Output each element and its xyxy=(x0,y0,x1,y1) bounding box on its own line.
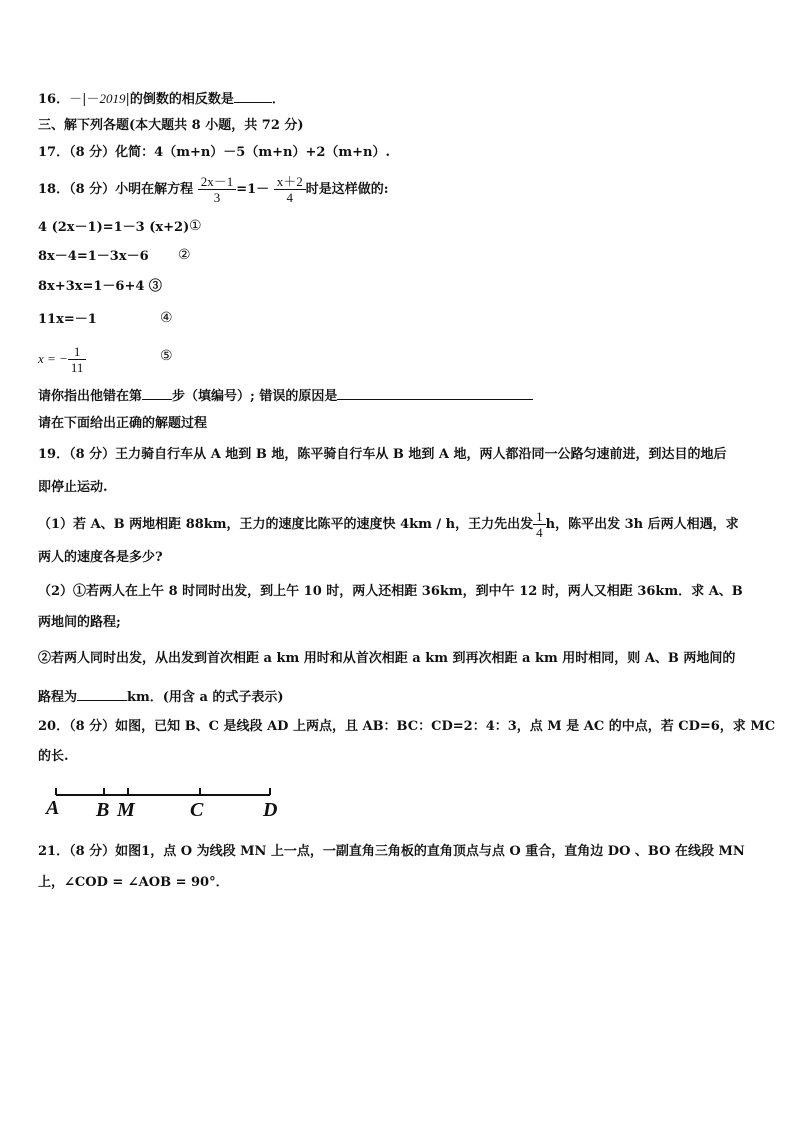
label-m: M xyxy=(117,799,135,821)
question-16: 16．－|－2019|的倒数的相反数是 ． xyxy=(38,88,285,109)
q19-part-1c: 两人的速度各是多少? xyxy=(38,550,163,565)
q19-part-2d-a: 路程为 xyxy=(38,690,78,705)
step-4-mark: ④ xyxy=(160,310,173,326)
q18-fraction-1: $\frac{2x-1}{3}$ xyxy=(198,174,237,205)
step-5 xyxy=(38,341,86,378)
step-1: 4 (2x－1)=1－3 (x+2) xyxy=(38,220,190,235)
q21-line-1: 21．（8 分）如图1，点 O 为线段 MN 上一点，一副直角三角板的直角顶点与点 O 重合，直角边 DO 、BO 在线段 MN xyxy=(38,844,745,859)
q18-ask-2: 请在下面给出正确的解题过程 xyxy=(38,416,208,431)
question-18 xyxy=(38,171,389,209)
q18-ask xyxy=(38,385,533,406)
step-2-mark: ② xyxy=(178,247,191,263)
q19-part-1 xyxy=(38,507,739,543)
q16-end: ． xyxy=(271,92,285,107)
step-1-mark: ① xyxy=(189,218,202,234)
q18-suffix: 时是这样做的: xyxy=(305,182,389,197)
label-c: C xyxy=(190,799,204,821)
segment-diagram xyxy=(40,780,300,810)
q18-ask-a: 请你指出他错在第 xyxy=(38,389,143,404)
q16-text: 的倒数的相反数是 xyxy=(129,92,234,107)
step-5-lhs: x = − xyxy=(38,351,68,366)
q20-line-2: 的长. xyxy=(38,749,69,764)
section-3-heading: 三、解下列各题(本大题共 8 小题，共 72 分) xyxy=(38,118,304,133)
q16-number: 16． xyxy=(38,92,70,107)
q19-part-2c: ②若两人同时出发，从出发到首次相距 a km 用时和从首次相距 a km 到再次相距 a km 用时相同，则 A、B 两地间的 xyxy=(38,651,736,666)
q19-answer-blank[interactable] xyxy=(77,686,127,701)
q19-line-2: 即停止运动. xyxy=(38,480,108,495)
question-17: 17．（8 分）化简：4（m+n）－5（m+n）+2（m+n）. xyxy=(38,145,391,160)
q18-ask-b: 步（填编号）; 错误的原因是 xyxy=(172,389,338,404)
step-5-mark: ⑤ xyxy=(160,348,173,364)
q19-part-1b: h，陈平出发 3h 后两人相遇，求 xyxy=(545,517,739,532)
q18-step-blank[interactable] xyxy=(142,385,172,400)
label-a: A xyxy=(46,797,60,819)
q19-part-1a: （1）若 A、B 两地相距 88km，王力的速度比陈平的速度快 4km / h，王力先出发 xyxy=(38,517,534,532)
q19-part-2d xyxy=(38,686,284,707)
q21-line-2: 上，∠COD = ∠AOB = 90°． xyxy=(38,875,229,890)
step-4: 11x=－1 xyxy=(38,312,97,327)
q18-prefix: 18．（8 分）小明在解方程 xyxy=(38,182,194,197)
label-d: D xyxy=(263,799,278,821)
q19-part-2d-b: km．(用含 a 的式子表示) xyxy=(127,690,284,705)
q18-reason-blank[interactable] xyxy=(337,385,533,400)
q19-fraction: $\frac{1}{4}$ xyxy=(533,509,546,540)
q18-mid: =1－ xyxy=(236,182,270,197)
q16-abs-value: 2019 xyxy=(99,91,126,106)
q19-part-2b: 两地间的路程; xyxy=(38,615,121,630)
step-2: 8x－4=1－3x－6 xyxy=(38,249,149,264)
step-5-fraction: $\frac{1}{11}$ xyxy=(68,344,87,375)
q19-part-2a: （2）①若两人在上午 8 时同时出发，到上午 10 时，两人还相距 36km，到中午 12 时，两人又相距 36km．求 A、B xyxy=(38,584,743,599)
q16-answer-blank[interactable] xyxy=(234,88,272,103)
q18-fraction-2: $\frac{x+2}{4}$ xyxy=(274,174,306,205)
q19-line-1: 19．（8 分）王力骑自行车从 A 地到 B 地，陈平骑自行车从 B 地到 A 地，两人都沿同一公路匀速前进，到达目的地后 xyxy=(38,447,727,462)
step-3: 8x+3x=1－6+4 ③ xyxy=(38,279,162,294)
q20-line-1: 20．（8 分）如图，已知 B、C 是线段 AD 上两点，且 AB：BC：CD=2：4：3，点 M 是 AC 的中点，若 CD=6，求 MC xyxy=(38,719,776,734)
label-b: B xyxy=(96,799,110,821)
